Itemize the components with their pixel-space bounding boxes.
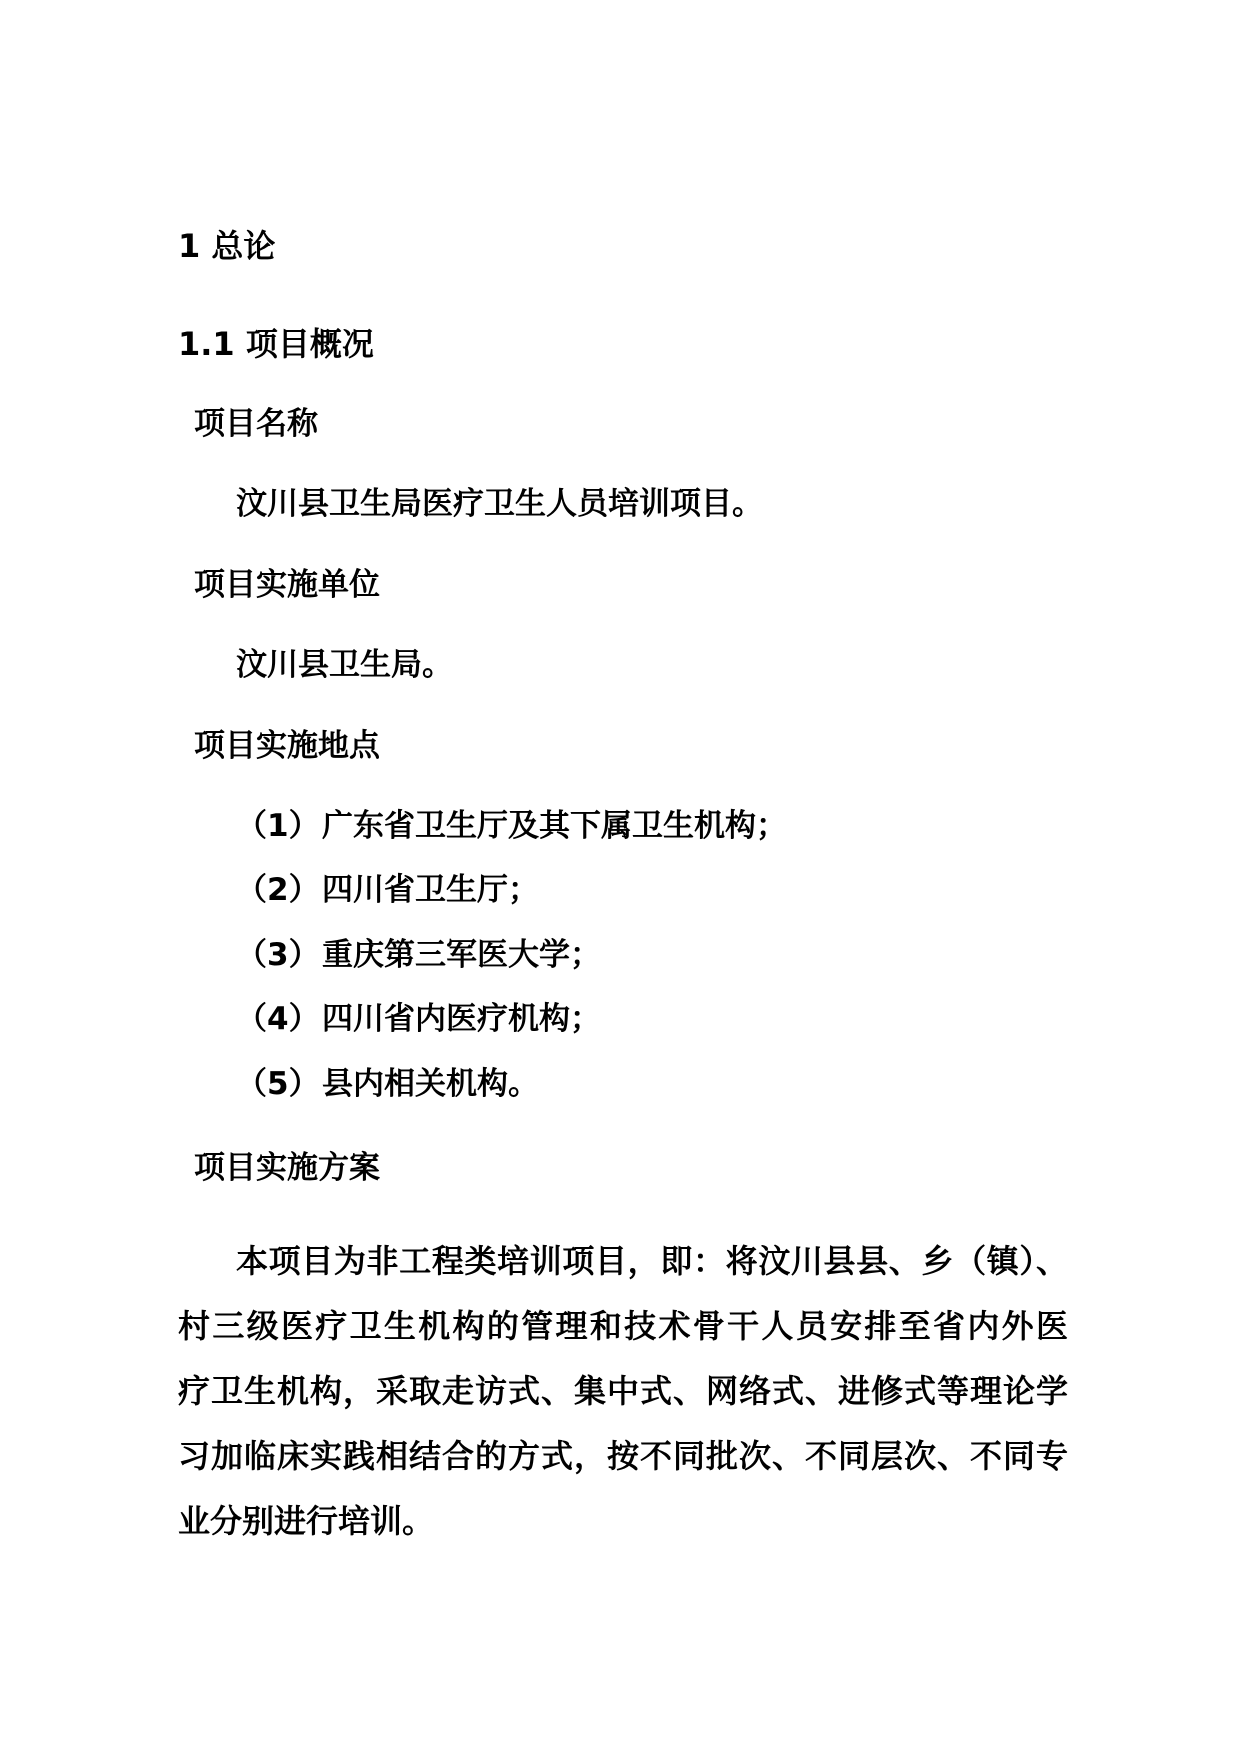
paragraph-line: 村三级医疗卫生机构的管理和技术骨干人员安排至省内外医 (178, 1307, 1068, 1345)
list-item-number: （3） (236, 937, 320, 973)
list-item-text: 四川省卫生厅； (322, 872, 539, 908)
paragraph-line: 疗卫生机构，采取走访式、集中式、网络式、进修式等理论学 (178, 1372, 1068, 1410)
list-item (236, 870, 539, 910)
list-item (236, 999, 601, 1039)
subsection-title-project-name: 项目名称 (194, 406, 318, 442)
paragraph-line: 本项目为非工程类培训项目，即：将汶川县县、乡（镇）、 (236, 1242, 1068, 1280)
project-name-text: 汶川县卫生局医疗卫生人员培训项目。 (236, 486, 763, 522)
list-item-number: （4） (236, 1001, 320, 1037)
implementing-unit-text: 汶川县卫生局。 (236, 647, 453, 683)
list-item (236, 806, 787, 846)
section-heading: 1.1 项目概况 (178, 325, 374, 363)
list-item-text: 四川省内医疗机构； (322, 1001, 601, 1037)
chapter-heading: 1 总论 (178, 227, 276, 265)
list-item (236, 1064, 539, 1104)
list-item (236, 935, 601, 975)
list-item-text: 广东省卫生厅及其下属卫生机构； (322, 808, 787, 844)
list-item-number: （2） (236, 872, 320, 908)
paragraph-line: 习加临床实践相结合的方式，按不同批次、不同层次、不同专 (178, 1437, 1068, 1475)
subsection-title-implementing-unit: 项目实施单位 (194, 567, 380, 603)
paragraph-line: 业分别进行培训。 (178, 1502, 435, 1540)
subsection-title-implementation-plan: 项目实施方案 (194, 1150, 380, 1186)
list-item-number: （1） (236, 808, 320, 844)
list-item-number: （5） (236, 1066, 320, 1102)
list-item-text: 县内相关机构。 (322, 1066, 539, 1102)
list-item-text: 重庆第三军医大学； (322, 937, 601, 973)
implementation-plan-paragraph (178, 1229, 1068, 1554)
subsection-title-implementation-sites: 项目实施地点 (194, 728, 380, 764)
